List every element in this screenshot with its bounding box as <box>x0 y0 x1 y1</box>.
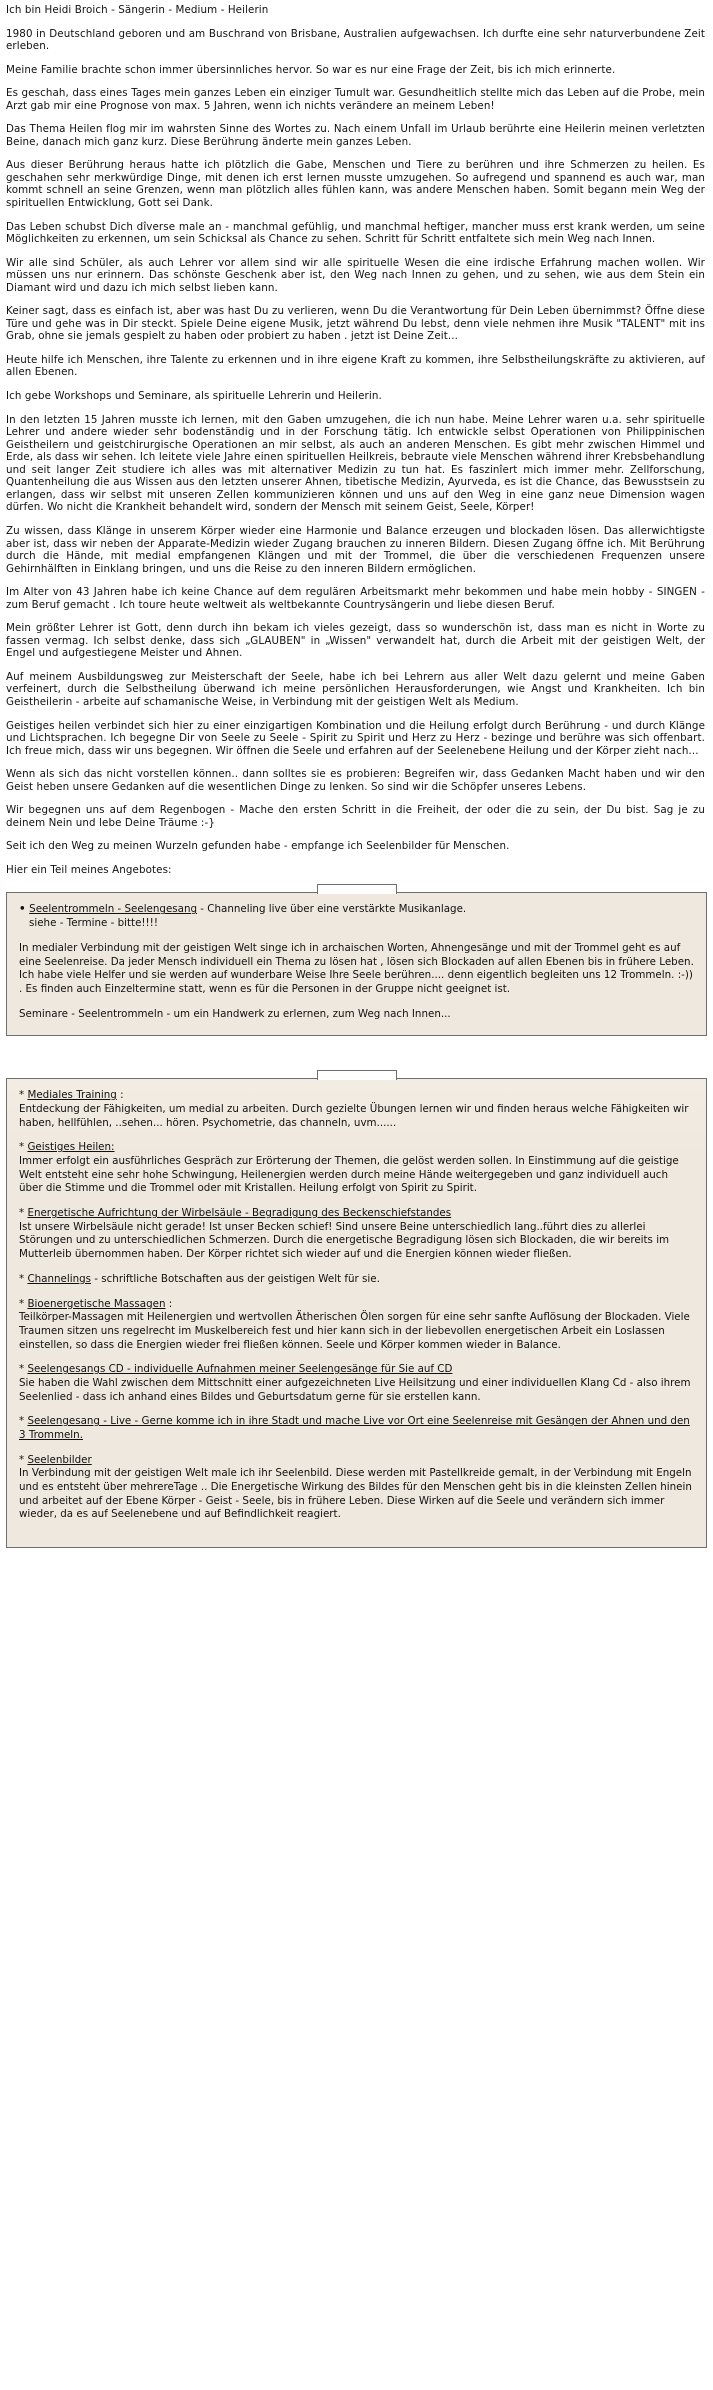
intro-paragraph-3: Es geschah, dass eines Tages mein ganzes Leben ein einziger Tumult war. Gesundheitlich stellte mich das Leben auf die Probe, mein Arzt gab mir eine Prognose von max. 5 Jahren, wenn ich nichts verändere an meinem Leben! <box>6 87 705 112</box>
intro-paragraph-9: Heute hilfe ich Menschen, ihre Talente zu erkennen und in ihre eigene Kraft zu kommen, ihre Selbstheilungskräfte zu aktivieren, auf allen Ebenen. <box>6 353 705 379</box>
panel-one-subline: siehe - Termine - bitte!!!! <box>29 917 158 930</box>
offer-item-seelengesangs-cd <box>19 1363 694 1404</box>
offer-head-seelengesang-live: Seelengesang - Live - Gerne komme ich in ihre Stadt und mache Live vor Ort eine Seelenreise mit Gesängen der Ahnen und den 3 Trommeln. <box>19 1415 690 1441</box>
bullet-marker: * <box>19 1089 25 1102</box>
intro-paragraph-16: Geistiges heilen verbindet sich hier zu einer einzigartigen Kombination und die Heilung erfolgt durch Berührung - und durch Klänge und Lichtsprachen. Ich begegne Dir von Seele zu Seele - Spirit zu Spirit und Herz zu Herz - bezinge und berühre was sich offenbart. Ich freue mich, dass wir uns begegnen. Wir öffnen die Seele und erfahren auf der Seelenebene Heilung und der Körper zieht nach... <box>6 719 705 757</box>
intro-paragraph-18: Wir begegnen uns auf dem Regenbogen - Mache den ersten Schritt in die Freiheit, der oder die zu sein, der Du bist. Sag je zu deinem Nein und lebe Deine Träume :-} <box>6 804 705 829</box>
intro-paragraph-19: Seit ich den Weg zu meinen Wurzeln gefunden habe - empfange ich Seelenbilder für Menschen. <box>6 840 510 853</box>
intro-paragraph-2: Meine Familie brachte schon immer übersinnliches hervor. So war es nur eine Frage der Zeit, bis ich mich erinnerte. <box>6 63 616 76</box>
bullet-marker: • <box>19 903 30 916</box>
offer-item-wirbelsaeule <box>19 1207 694 1262</box>
offer-body-wirbelsaeule: Ist unsere Wirbelsäule nicht gerade! Ist unser Becken schief! Sind unsere Beine unterschiedlich lang..führt dies zu allerlei Störungen und zu unterschiedlichen Schmerzen. Durch die energetische Begradigung lösen sich Blockaden, die wir bereits im Mutterleib übernommen haben. Der Körper richtet sich wieder auf und die Energien können wieder fließen. <box>19 1220 670 1261</box>
intro-paragraph-10: Ich gebe Workshops und Seminare, als spirituelle Lehrerin und Heilerin. <box>6 390 382 403</box>
offer-head-channelings: Channelings <box>27 1272 91 1285</box>
offer-head-seelengesangs-cd: Seelengesangs CD - individuelle Aufnahmen meiner Seelengesänge für Sie auf CD <box>27 1363 453 1376</box>
intro-paragraph-17: Wenn als sich das nicht vorstellen können.. dann solltes sie es probieren: Begreifen wir, dass Gedanken Macht haben und wir den Geist heben unsere Gedanken auf die wesentlichen Dinge zu lenken. So sind wir die Schöpfer unseres Lebens. <box>6 768 705 793</box>
intro-paragraph-11: In den letzten 15 Jahren musste ich lernen, mit den Gaben umzugehen, die ich nun habe. Meine Lehrer waren u.a. sehr spirituelle Lehrer und andere wieder sehr bodenständig und in der Forschung tätig. Ich entwickle selbst Operationen von Philippinischen Geistheilern und geistchirurgische Operationen an mir selbst, als auch an anderen Menschen. Es gibt mehr zwischen Himmel und Erde, als dass wir sehen. Ich leitete viele Jahre einen spirituellen Heilkreis, bebraute viele Menschen während ihrer Krebsbehandlung und seit langer Zeit studiere ich alles was mit alternativer Medizin zu tun hat. Es faszinîert mich immer mehr. Zellforschung, Quantenheilung die aus Wissen aus den letzten unserer Ahnen, tibetische Medizin, Ayurveda, es ist die Chance, das Bewusstsein zu erlangen, dass wir selbst mit unseren Zellen kommunizieren können und uns auf den Weg in eine ganz neue Dimension wagen dürfen. Wo nicht die Krankheit behandelt wird, sondern der Mensch mit seinem Geist, Seele, Körper! <box>6 413 705 514</box>
intro-section <box>0 0 713 876</box>
intro-paragraph-8: Keiner sagt, dass es einfach ist, aber was hast Du zu verlieren, wenn Du die Verantwortung für Dein Leben übernimmst? Öffne diese Türe und gehe was in Dir steckt. Spiele Deine eigene Musik, jetzt während Du lebst, denn viele nehmen ihre Musik "TALENT" mit ins Grab, ohne sie jemals gespielt zu haben oder probiert zu haben . jetzt ist Deine Zeit... <box>6 305 705 343</box>
panel-one-title-suffix: - Channeling live über eine verstärkte Musikanlage. <box>197 903 467 916</box>
intro-paragraph-13: Im Alter von 43 Jahren habe ich keine Chance auf dem regulären Arbeitsmarkt mehr bekommen und habe mein hobby - SINGEN - zum Beruf gemacht . Ich toure heute weltweit als weltbekannte Countrysängerin und liebe diesen Beruf. <box>6 586 705 611</box>
panel-one-body: In medialer Verbindung mit der geistigen Welt singe ich in archaischen Worten, Ahnengesänge und mit der Trommel geht es auf eine Seelenreise. Da jeder Mensch individuell ein Thema zu lösen hat , lösen sich Blockaden auf allen Ebenen bis in frühere Leben. Ich habe viele Helfer und sie werden auf wunderbare Weise Ihre Seele berühren.... denn eigentlich begleiten uns 12 Trommeln. :-)) . Es finden auch Einzeltermine statt, wenn es für die Personen in der Gruppe nicht geeignet ist. <box>19 941 694 995</box>
offer-head-mediales-training: Mediales Training <box>27 1089 117 1102</box>
bullet-marker: * <box>19 1415 25 1428</box>
intro-paragraph-6: Das Leben schubst Dich dîverse male an - manchmal gefühlig, und manchmal heftiger, mancher muss erst krank werden, um seine Möglichkeiten zu erkennen, um sein Schicksal als Chance zu sehen. Schritt für Schritt entfaltete sich mein Weg nach Innen. <box>6 220 705 246</box>
offer-body-mediales-training: Entdeckung der Fähigkeiten, um medial zu arbeiten. Durch gezielte Übungen lernen wir und finden heraus welche Fähigkeiten wir haben, hellfühlen, ..sehen... hören. Psychometrie, das channeln, uvm...... <box>19 1102 689 1129</box>
offer-body-geistiges-heilen: Immer erfolgt ein ausführliches Gespräch zur Erörterung der Themen, die gelöst werden sollen. In Einstimmung auf die geistige Welt entsteht eine sehr hohe Schwingung, Heilenergien werden durch meine Hände weitergegeben und ganz individuell auch über die Stimme und die Trommel oder mit Kristallen. Heilung erfolgt von Spirit zu Spirit. <box>19 1155 679 1195</box>
offer-head-wirbelsaeule: Energetische Aufrichtung der Wirbelsäule - Begradigung des Beckenschiefstandes <box>27 1207 452 1220</box>
offer-item-geistiges-heilen <box>19 1141 694 1196</box>
panel-one-title: Seelentrommeln - Seelengesang <box>29 903 198 916</box>
offer-item-seelengesang-live <box>19 1415 694 1442</box>
offer-head-bioenergetische-massagen: Bioenergetische Massagen <box>27 1297 166 1310</box>
offer-body-seelengesangs-cd: Sie haben die Wahl zwischen dem Mittschnitt einer aufgezeichneten Live Heilsitzung und einer individuellen Klang Cd - also ihrem Seelenlied - dass ich anhand eines Bildes und Geburtsdatum gerne für sie erstellen kann. <box>19 1376 691 1403</box>
offers-heading: Hier ein Teil meines Angebotes: <box>6 863 172 876</box>
offer-head-suffix-massagen: : <box>165 1297 173 1310</box>
offer-item-seelenbilder <box>19 1454 694 1522</box>
bullet-marker: * <box>19 1272 25 1285</box>
offer-head-seelenbilder: Seelenbilder <box>27 1453 92 1466</box>
intro-paragraph-5: Aus dieser Berührung heraus hatte ich plötzlich die Gabe, Menschen und Tiere zu berühren und ihre Schmerzen zu heilen. Es geschahen sehr merkwürdige Dinge, mit denen ich erst lernen musste umzugehen. So aufregend und spannend es auch war, man kommt schnell an seine Grenzen, wenn man plötzlich alles fühlen kann, was andere Menschen haben. Somit begann mein Weg der spirituellen Entwicklung, Gott sei Dank. <box>6 159 705 210</box>
bullet-marker: * <box>19 1453 25 1466</box>
intro-paragraph-4: Das Thema Heilen flog mir im wahrsten Sinne des Wortes zu. Nach einem Unfall im Urlaub berührte eine Heilerin meinen verletzten Beine, danach mich ganz kurz. Diese Berührung änderte mein ganzes Leben. <box>6 123 705 148</box>
panel-one-title-line <box>19 903 694 930</box>
bullet-marker: * <box>19 1297 25 1310</box>
page-title: Ich bin Heidi Broich - Sängerin - Medium - Heilerin <box>6 4 269 16</box>
offer-item-bioenergetische-massagen <box>19 1298 694 1353</box>
intro-paragraph-1: 1980 in Deutschland geboren und am Buschrand von Brisbane, Australien aufgewachsen. Ich durfte eine sehr naturverbundene Zeit erleben. <box>6 27 705 53</box>
intro-paragraph-12: Zu wissen, dass Klänge in unserem Körper wieder eine Harmonie und Balance erzeugen und blockaden lösen. Das allerwichtigste aber ist, dass wir neben der Apparate-Medizin wieder Zugang brauchen zu inneren Bildern. Diesen Zugang öffne ich. Mit Berührung durch die Hände, mit medial empfangenen Klängen und mit der Trommel, die über die verschiedenen Frequenzen unsere Gehirnhälften in Einklang bringen, und uns die Reise zu den inneren Bildern ermöglichen. <box>6 524 705 575</box>
offer-body-seelenbilder: In Verbindung mit der geistigen Welt male ich ihr Seelenbild. Diese werden mit Pastellkreide gemalt, in der Verbindung mit Engeln und es entsteht über mehrereTage .. Die Energetische Wirkung des Bildes für den Menschen geht bis in die kleinsten Zellen hinein und arbeitet auf der Ebene Körper - Geist - Seele, bis in frühere Leben. Diese Wirken auf die Seele und verändern sich immer wieder, da es auf Seelenebene und auf Befindlichkeit reagiert. <box>19 1467 692 1521</box>
offer-panel-services <box>6 1078 707 1548</box>
bullet-marker: * <box>19 1207 25 1220</box>
offer-item-mediales-training <box>19 1089 694 1130</box>
intro-paragraph-7: Wir alle sind Schüler, als auch Lehrer vor allem sind wir alle spirituelle Wesen die eine irdische Erfahrung machen wollen. Wir müssen uns nur erinnern. Das schönste Geschenk aber ist, den Weg nach Innen zu gehen, und zu sehen, wie aus dem Stein ein Diamant wird und dazu ich mich selbst lieben kann. <box>6 256 705 294</box>
offer-body-bioenergetische-massagen: Teilkörper-Massagen mit Heilenergien und wertvollen Ätherischen Ölen sorgen für eine sehr sanfte Auflösung der Blockaden. Viele Traumen sitzen uns regelrecht im Muskelbereich fest und hier kann sich in der liebevollen energetischen Arbeit ein Loslassen einstellen, so dass die Energien wieder frei fließen können. Seele und Körper kommen wieder in Balance. <box>19 1311 690 1351</box>
offer-panel-soul-drumming <box>6 892 707 1036</box>
bullet-marker: * <box>19 1363 25 1376</box>
offer-head-suffix-channelings: - schriftliche Botschaften aus der geistigen Welt für sie. <box>91 1272 380 1285</box>
offer-item-channelings <box>19 1273 694 1287</box>
intro-paragraph-15: Auf meinem Ausbildungsweg zur Meisterschaft der Seele, habe ich bei Lehrern aus aller Welt dazu gelernt und meine Gaben verfeinert, durch die Selbstheilung überwand ich meine persönlichen Herausforderungen, wie Angst und Krankheiten. Ich bin Geistheilerin - arbeite auf schamanische Weise, in Verbindung mit der geistigen Welt als Medium. <box>6 670 705 708</box>
intro-paragraph-14: Mein größter Lehrer ist Gott, denn durch ihn bekam ich vieles gezeigt, dass so wunderschön ist, dass man es nicht in Worte zu fassen vermag. Ich selbst denke, dass sich „GLAUBEN" in „Wissen" verwandelt hat, durch die Arbeit mit der geistigen Welt, der Engel und aufgestiegene Meister und Ahnen. <box>6 622 705 660</box>
bullet-marker: * <box>19 1141 25 1154</box>
panel-one-footer: Seminare - Seelentrommeln - um ein Handwerk zu erlernen, zum Weg nach Innen... <box>19 1007 451 1020</box>
offer-head-suffix: : <box>116 1089 124 1102</box>
offer-head-geistiges-heilen: Geistiges Heilen: <box>27 1141 115 1154</box>
